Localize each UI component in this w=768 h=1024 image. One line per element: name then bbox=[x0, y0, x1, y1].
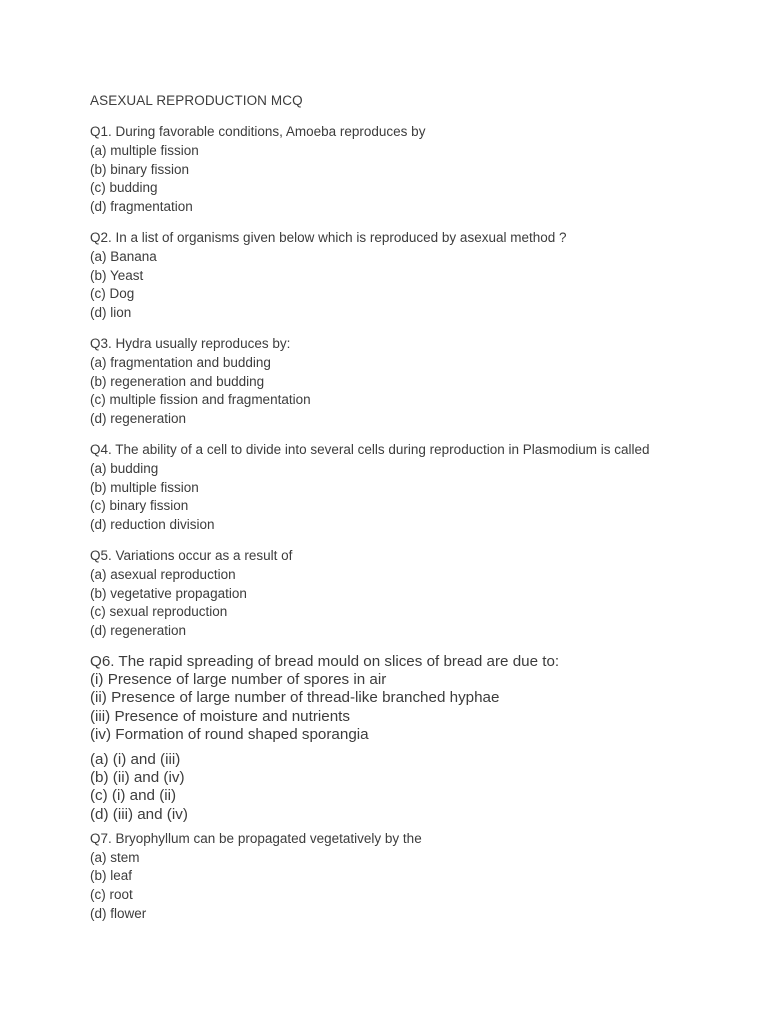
option-b: (b) Yeast bbox=[90, 267, 144, 283]
option-b: (b) regeneration and budding bbox=[90, 373, 265, 389]
question-4 bbox=[90, 441, 750, 535]
option-d: (d) regeneration bbox=[90, 623, 187, 639]
option-d: (d) flower bbox=[90, 905, 147, 921]
option-a: (a) (i) and (iii) bbox=[90, 750, 181, 768]
option-d: (d) reduction division bbox=[90, 517, 215, 533]
statement-iii: (iii) Presence of moisture and nutrients bbox=[90, 707, 350, 725]
document-title: ASEXUAL REPRODUCTION MCQ bbox=[90, 93, 303, 108]
statement-ii: (ii) Presence of large number of thread-like branched hyphae bbox=[90, 689, 500, 707]
option-a: (a) budding bbox=[90, 460, 159, 476]
question-text: Q3. Hydra usually reproduces by: bbox=[90, 335, 291, 351]
option-b: (b) binary fission bbox=[90, 161, 190, 177]
question-text: Q2. In a list of organisms given below which is reproduced by asexual method ? bbox=[90, 229, 567, 245]
question-text: Q6. The rapid spreading of bread mould on slices of bread are due to: bbox=[90, 652, 560, 670]
document-page bbox=[90, 92, 750, 936]
option-a: (a) asexual reproduction bbox=[90, 566, 236, 582]
question-1 bbox=[90, 123, 750, 217]
question-7 bbox=[90, 830, 750, 924]
option-c: (c) sexual reproduction bbox=[90, 604, 228, 620]
statement-i: (i) Presence of large number of spores in air bbox=[90, 671, 387, 689]
statement-list bbox=[90, 653, 750, 744]
question-text: Q5. Variations occur as a result of bbox=[90, 547, 293, 563]
question-5 bbox=[90, 547, 750, 641]
option-b: (b) vegetative propagation bbox=[90, 585, 247, 601]
question-text: Q1. During favorable conditions, Amoeba reproduces by bbox=[90, 124, 426, 139]
option-d: (d) regeneration bbox=[90, 411, 187, 427]
option-d: (d) fragmentation bbox=[90, 199, 193, 215]
option-a: (a) fragmentation and budding bbox=[90, 354, 271, 370]
option-c: (c) multiple fission and fragmentation bbox=[90, 392, 311, 408]
option-b: (b) multiple fission bbox=[90, 479, 199, 495]
question-text: Q7. Bryophyllum can be propagated vegetatively by the bbox=[90, 830, 422, 846]
option-d: (d) (iii) and (iv) bbox=[90, 805, 188, 823]
question-6 bbox=[90, 653, 750, 824]
question-2 bbox=[90, 229, 750, 323]
option-c: (c) (i) and (ii) bbox=[90, 787, 177, 805]
option-a: (a) stem bbox=[90, 849, 140, 865]
statement-iv: (iv) Formation of round shaped sporangia bbox=[90, 725, 369, 743]
option-b: (b) leaf bbox=[90, 868, 133, 884]
question-text: Q4. The ability of a cell to divide into several cells during reproduction in Plasmodium is called bbox=[90, 441, 650, 457]
option-c: (c) root bbox=[90, 887, 133, 903]
question-3 bbox=[90, 335, 750, 429]
option-a: (a) Banana bbox=[90, 248, 157, 264]
option-c: (c) budding bbox=[90, 180, 158, 196]
option-a: (a) multiple fission bbox=[90, 142, 199, 158]
option-d: (d) lion bbox=[90, 305, 132, 321]
option-c: (c) Dog bbox=[90, 286, 135, 302]
option-b: (b) (ii) and (iv) bbox=[90, 769, 185, 787]
option-c: (c) binary fission bbox=[90, 498, 189, 514]
